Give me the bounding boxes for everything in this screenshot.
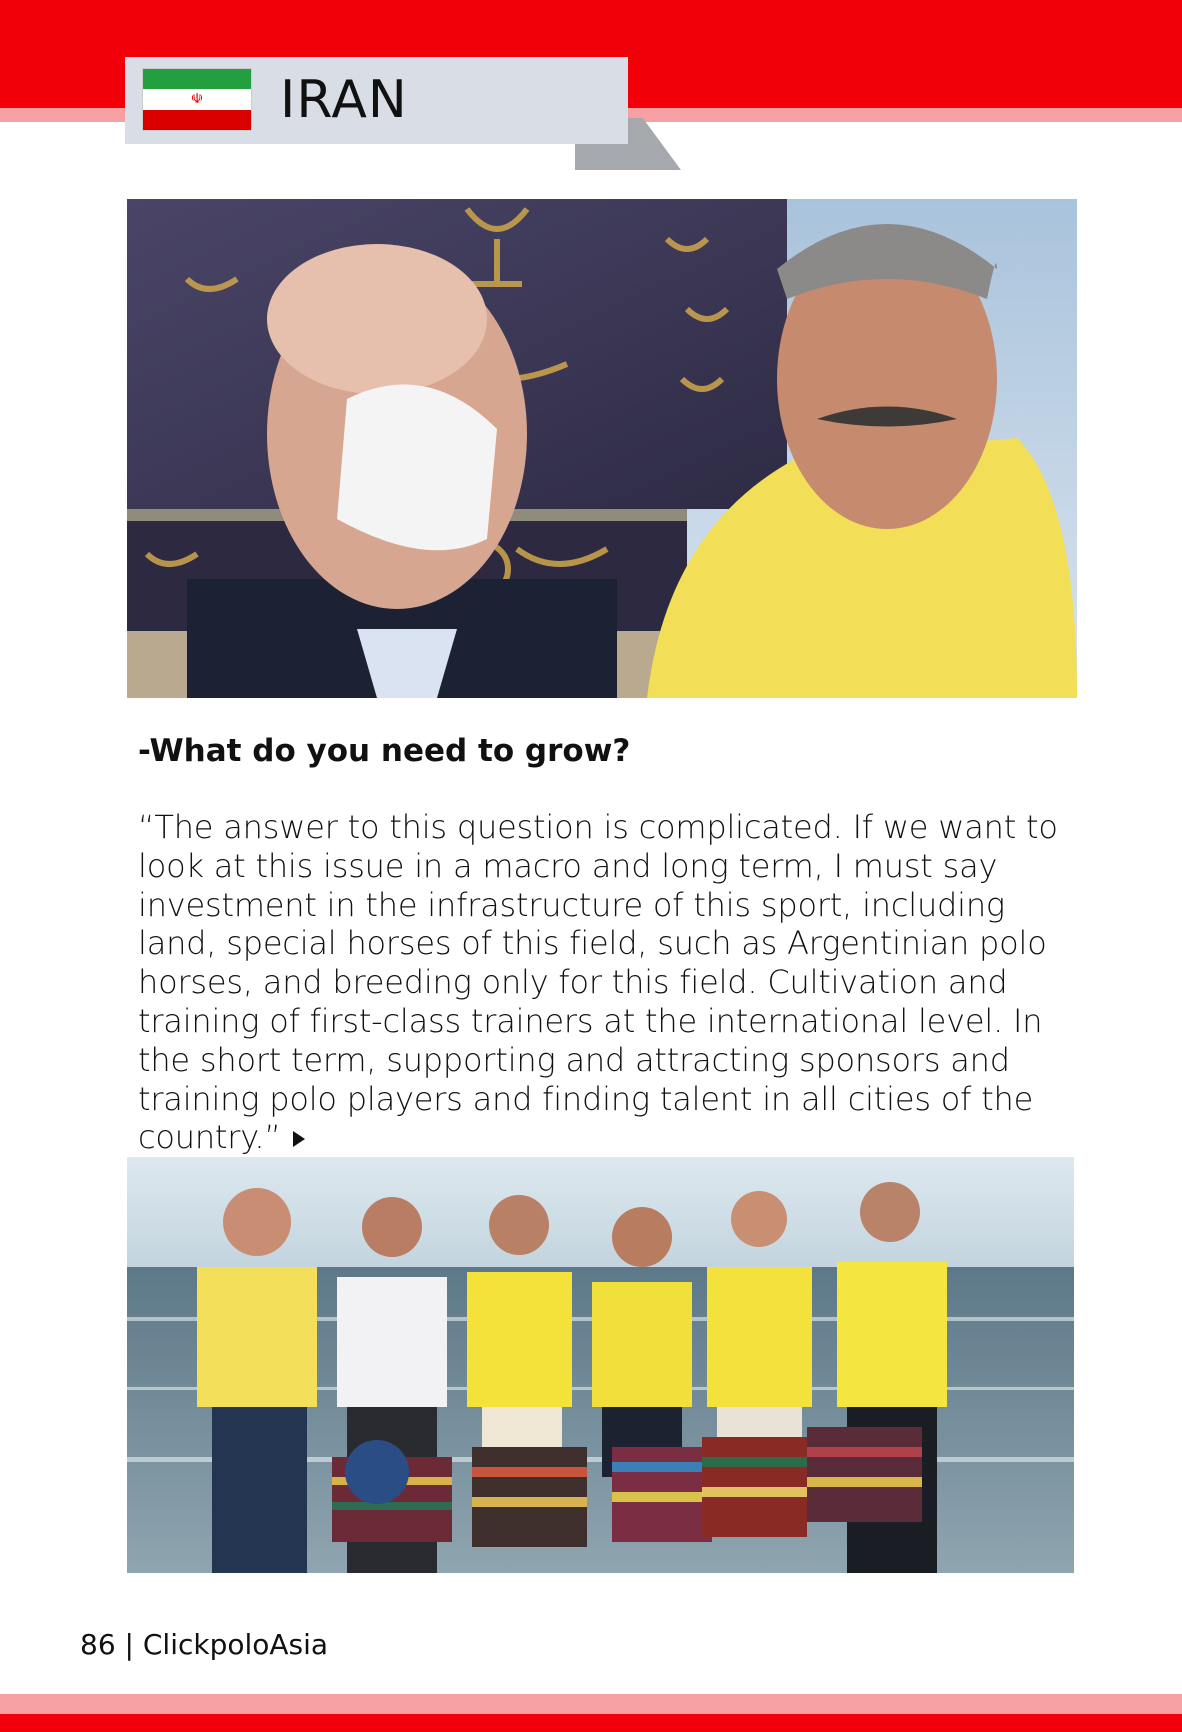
interview-answer (138, 808, 1088, 1157)
team-photo (127, 1157, 1074, 1573)
answer-text: “The answer to this question is complicated. If we want to look at this issue in a macro and long term, I must say investment in the infrastructure of this sport, including land, special horses of this field, such as Argentinian polo horses, and breeding only for this field. Cultivation and training of first-class trainers at the international level. In the short term, supporting and attracting sponsors and training polo players and finding talent in all cities of the country.” (138, 808, 1058, 1157)
footer-stripe (0, 1694, 1182, 1714)
page-footer: 86 | ClickpoloAsia (80, 1628, 329, 1661)
iran-flag-icon: ☫ (142, 68, 252, 131)
interview-question: -What do you need to grow? (138, 733, 631, 769)
footer-band (0, 1714, 1182, 1732)
country-title: IRAN (280, 70, 408, 130)
continue-arrow-icon (293, 1131, 305, 1147)
interview-photo (127, 199, 1077, 698)
